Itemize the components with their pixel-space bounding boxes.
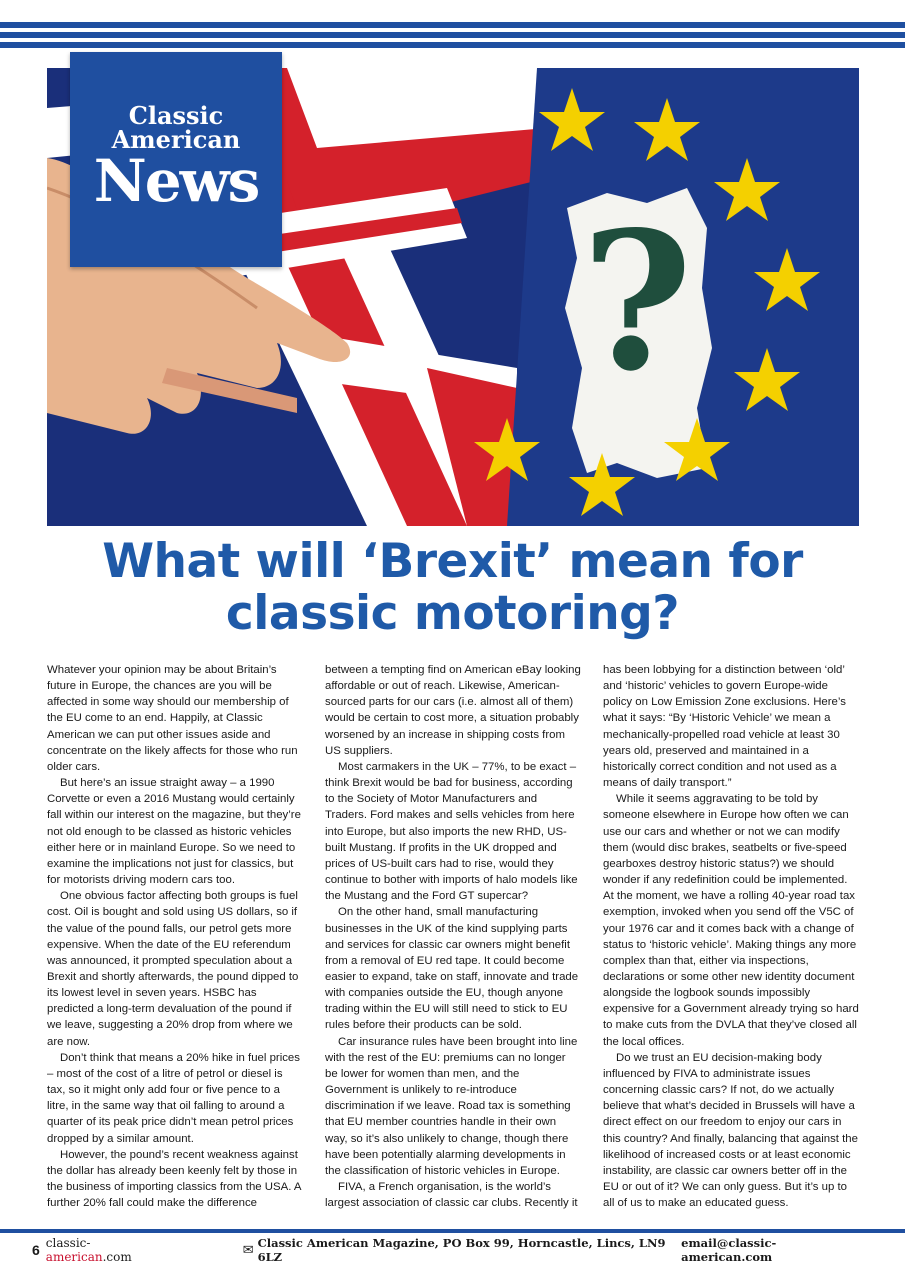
postal-address: [243, 1236, 681, 1264]
paragraph: Do we trust an EU decision-making body influenced by FIVA to administrate issues concerning classic cars? If not, do we actually believe that what’s decided in Brussels will have a direct effect on our freedom to enjoy our cars in this country? And finally, balancing that against the likelihood of increased costs or at least economic instability, are classic car owners better off in the EU or out of it? We can only guess. But it’s up to all of us to make an educated guess.: [603, 1051, 858, 1210]
top-rule-bars: [0, 22, 905, 52]
article-body: [47, 662, 859, 1211]
badge-line-classic: Classic: [128, 101, 224, 130]
paragraph: Car insurance rules have been brought into line with the rest of the EU: premiums can no longer be lower for women than men, and the Government is unlikely to re-introduce discrimination if we leave. Road tax is something that EU member countries handle in their own way, so it’s also unlikely to change, though there have been potentially alarming developments in the classification of historic vehicles in Europe.: [325, 1035, 578, 1177]
site-link-part: .com: [102, 1250, 132, 1264]
question-mark-icon: ?: [581, 190, 693, 413]
column-2: [325, 662, 581, 1211]
headline-line-1: What will ‘Brexit’ mean for: [102, 534, 803, 589]
paragraph: between a tempting find on American eBay looking affordable or out of reach. Likewise, American-sourced parts for our cars (i.e. almost all of them) would be certain to cost more, a situation probably worsened by an increase in shipping costs from US suppliers.: [325, 664, 581, 757]
column-1: [47, 662, 303, 1211]
headline-line-2: classic motoring?: [225, 586, 680, 641]
badge-line-american: American: [111, 125, 241, 154]
paragraph: Don’t think that means a 20% hike in fuel prices – most of the cost of a litre of petrol or diesel is tax, so it might only add four or five pence to a litre, in the same way that oil falling to around a quarter of its peak price didn’t mean petrol prices dropped by a similar amount.: [47, 1051, 300, 1145]
paragraph: However, the pound’s recent weakness against the dollar has already been keenly felt by those in the business of importing classics from the USA. A further 20% fall could make the difference: [47, 1148, 301, 1210]
address-text: Classic American Magazine, PO Box 99, Horncastle, Lincs, LN9 6LZ: [257, 1236, 666, 1264]
paragraph: While it seems aggravating to be told by someone elsewhere in Europe how often we can use our cars and whether or not we can modify them (would disc brakes, seatbelts or five-speed gearboxes destroy historic status?) we should wonder if any redefinition could be implemented. At the moment, we have a rolling 40-year road tax exemption, invoked when you send off the V5C of your 1976 car and it comes back with a change of status to ‘historic vehicle’. Making things any more complex than that, either via inspections, declarations or some other new identity document alongside the logbook sounds impossibly expensive for a Government already trying so hard to make cuts from the DVLA that they’ve closed all the local offices.: [603, 793, 859, 1048]
paragraph: But here’s an issue straight away – a 1990 Corvette or even a 2016 Mustang would certainly fall within our interest on the magazine, but they’re not old enough to be classed as historic vehicles either here or in mainland Europe. So we need to examine the implications not just for classics, but for motorists driving modern cars too.: [47, 777, 301, 887]
paragraph: One obvious factor affecting both groups is fuel cost. Oil is bought and sold using US dollars, so if the value of the pound falls, our petrol gets more expensive. When the date of the EU referendum was announced, it prompted speculation about a Brexit and shortly afterwards, the pound dipped to its lowest level in seven years. HSBC has predicted a long-term devaluation of the pound if we leave, suggesting a 20% drop from where we are now.: [47, 890, 299, 1048]
page-number: 6: [32, 1242, 40, 1258]
column-3: [603, 662, 859, 1211]
badge-line-news: News: [93, 147, 259, 215]
site-link[interactable]: [46, 1236, 173, 1264]
site-link-part: classic-: [45, 1236, 91, 1250]
paragraph: Whatever your opinion may be about Britain’s future in Europe, the chances are you will be affected in some way should our membership of the EU come to an end. Happily, at Classic American we can put other issues aside and concentrate on the likely affects for those who run older cars.: [47, 664, 298, 773]
article-headline: [30, 536, 875, 640]
page-footer: [32, 1236, 862, 1264]
paragraph: On the other hand, small manufacturing businesses in the UK of the kind supplying parts and services for classic car owners might benefit from a removal of EU red tape. It could become easier to expand, take on staff, innovate and trade with companies outside the EU, though anyone trading within the EU will still need to stick to EU rules before their products can be sold.: [325, 906, 579, 1032]
news-badge: [70, 52, 282, 267]
paragraph: has been lobbying for a distinction between ‘old’ and ‘historic’ vehicles to govern Europe-wide policy on Low Emission Zone exclusions. Here’s what it says: “By ‘Historic Vehicle’ we mean a mechanically-propelled road vehicle at least 30 years old, preserved and maintained in a historically correct condition and not used as a means of daily transport.”: [603, 664, 846, 790]
email-link[interactable]: email@classic-american.com: [681, 1236, 777, 1264]
paragraph: Most carmakers in the UK – 77%, to be exact – think Brexit would be bad for business, according to the Society of Motor Manufacturers and Traders. Ford makes and sells vehicles from here into Europe, but also imports the new RHD, US-built Mustang. If profits in the UK dropped and prices of US-built cars had to rise, would they continue to bother with imports of halo models like the Mustang and the Ford GT supercar?: [325, 760, 578, 903]
site-link-accent: american: [45, 1250, 103, 1264]
bottom-rule-bar: [0, 1229, 905, 1233]
paragraph: FIVA, a French organisation, is the world’s largest association of classic car clubs. Recently it: [325, 1181, 578, 1210]
envelope-icon: ✉: [242, 1242, 254, 1258]
